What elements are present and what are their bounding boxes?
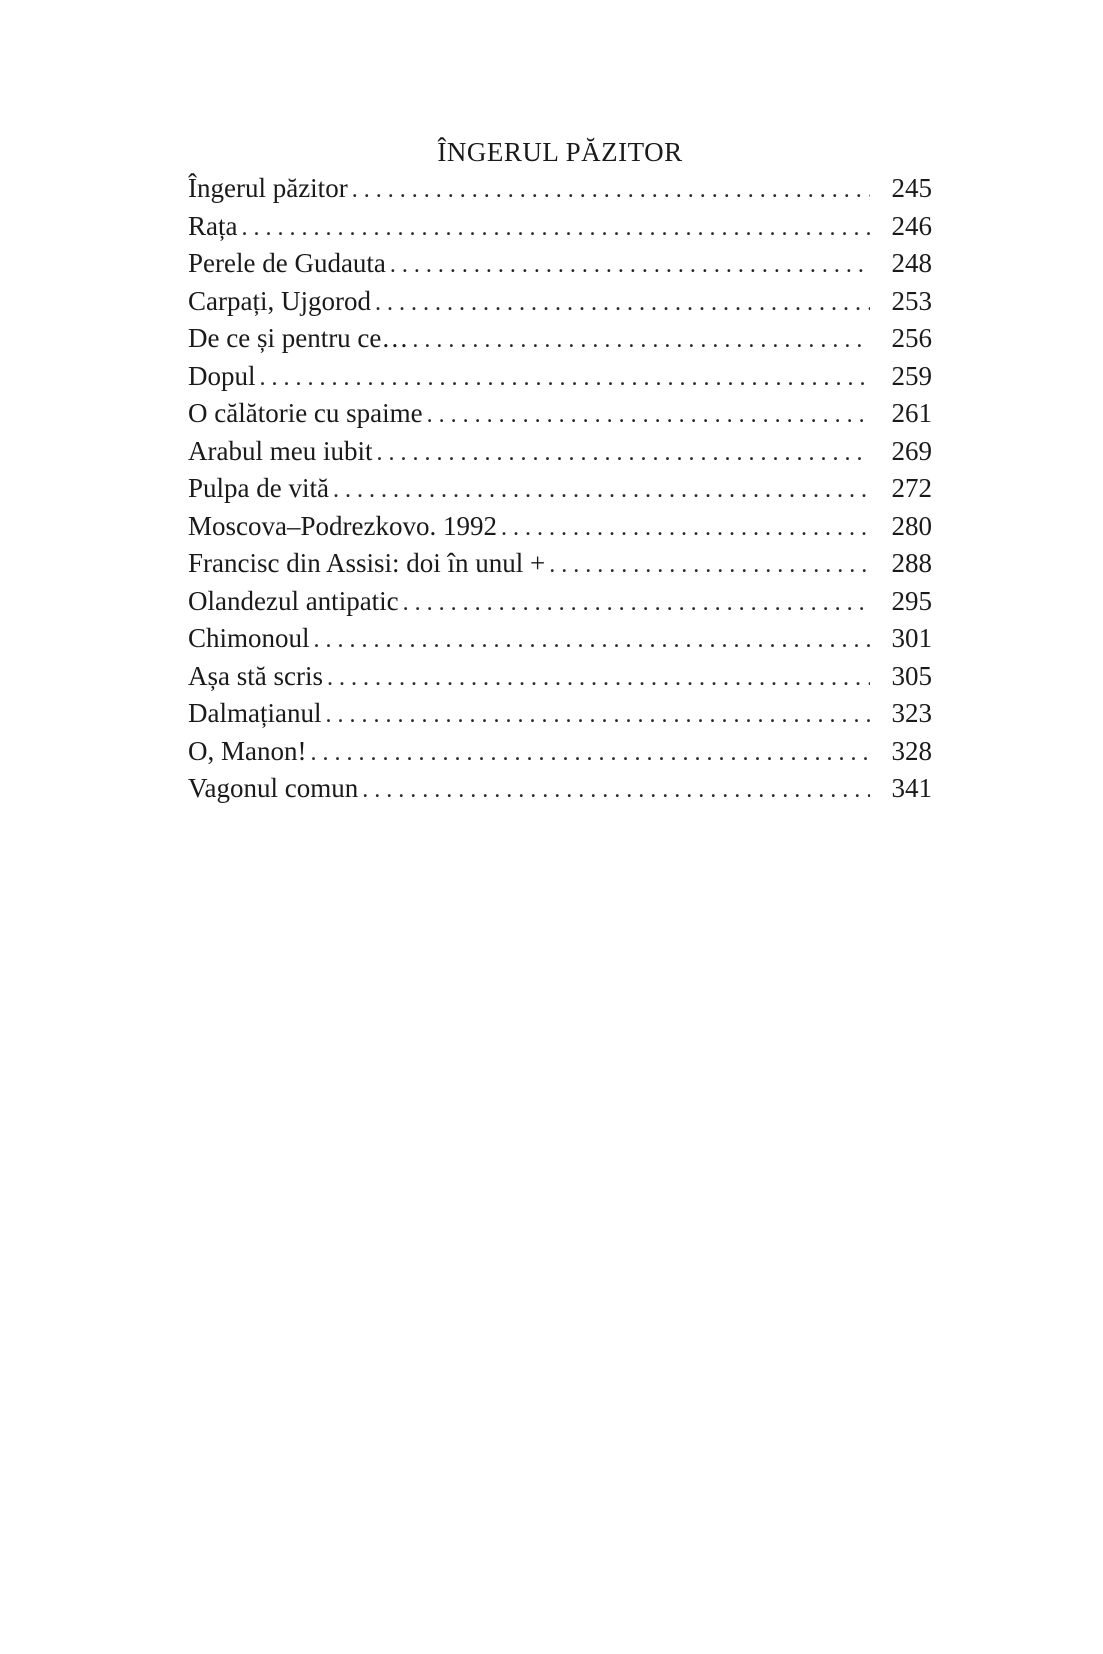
dot-leader xyxy=(333,472,870,510)
toc-entry-page: 256 xyxy=(891,323,932,353)
toc-entry xyxy=(188,658,932,696)
dot-leader xyxy=(241,210,870,248)
dot-leader xyxy=(352,172,870,210)
dot-leader xyxy=(327,660,870,698)
toc-entry xyxy=(188,545,932,583)
toc-entry-page: 288 xyxy=(891,548,932,578)
toc-entry-title: Dopul xyxy=(188,360,256,391)
toc-entry-page: 328 xyxy=(891,735,932,766)
dot-leader xyxy=(325,697,870,735)
toc-entry-title: O călătorie cu spaime xyxy=(188,398,423,428)
dot-leader xyxy=(362,772,870,810)
toc-entry-title: Așa stă scris xyxy=(188,660,323,691)
dot-leader xyxy=(376,435,870,473)
toc-list xyxy=(188,170,932,808)
toc-entry xyxy=(188,770,932,808)
dot-leader xyxy=(375,285,870,323)
dot-leader xyxy=(549,547,870,585)
section-title: ÎNGERUL PĂZITOR xyxy=(437,137,683,167)
toc-entry-page: 341 xyxy=(891,773,932,803)
dot-leader xyxy=(403,585,870,623)
toc-entry-title: Carpați, Ujgorod xyxy=(188,285,371,316)
toc-entry-page: 246 xyxy=(891,210,932,241)
toc-entry xyxy=(188,433,932,471)
dot-leader xyxy=(314,622,870,660)
toc-entry xyxy=(188,170,932,208)
toc-entry xyxy=(188,620,932,658)
toc-entry-page: 280 xyxy=(891,510,932,541)
toc-entry-title: Olandezul antipatic xyxy=(188,585,399,616)
dot-leader xyxy=(501,510,870,548)
toc-entry-title: Vagonul comun xyxy=(188,773,359,803)
toc-entry-page: 301 xyxy=(891,623,932,653)
toc-entry xyxy=(188,320,932,358)
toc-entry-page: 269 xyxy=(891,435,932,466)
toc-entry-page: 261 xyxy=(891,398,932,428)
toc-entry-page: 248 xyxy=(891,248,932,278)
toc-entry-title: Rața xyxy=(188,210,238,241)
dot-leader xyxy=(310,735,870,773)
toc-entry xyxy=(188,695,932,733)
toc-entry-title: Dalmațianul xyxy=(188,698,322,728)
toc-entry-title: Îngerul păzitor xyxy=(188,173,348,203)
toc-entry-page: 245 xyxy=(891,173,932,203)
toc-entry xyxy=(188,208,932,246)
toc-entry xyxy=(188,508,932,546)
toc-entry-page: 305 xyxy=(891,660,932,691)
toc-entry-title: Pulpa de vită xyxy=(188,473,329,503)
toc-entry-title: Francisc din Assisi: doi în unul + xyxy=(188,548,546,578)
toc-entry-page: 253 xyxy=(891,285,932,316)
dot-leader xyxy=(260,360,871,398)
toc-entry-title: Arabul meu iubit xyxy=(188,435,373,466)
toc-entry-page: 295 xyxy=(891,585,932,616)
toc-entry xyxy=(188,245,932,283)
toc-entry-title: O, Manon! xyxy=(188,735,307,766)
toc-entry-title: De ce și pentru ce… xyxy=(188,323,409,353)
toc-entry xyxy=(188,358,932,396)
toc-entry-title: Perele de Gudauta xyxy=(188,248,386,278)
toc-entry xyxy=(188,470,932,508)
toc-entry xyxy=(188,583,932,621)
toc-entry xyxy=(188,395,932,433)
toc-entry-page: 272 xyxy=(891,473,932,503)
dot-leader xyxy=(390,247,870,285)
toc-entry-page: 259 xyxy=(891,360,932,391)
dot-leader xyxy=(427,397,870,435)
toc-entry xyxy=(188,733,932,771)
dot-leader xyxy=(412,322,870,360)
toc-entry-title: Chimonoul xyxy=(188,623,310,653)
toc-entry-page: 323 xyxy=(891,698,932,728)
toc-entry-title: Moscova–Podrezkovo. 1992 xyxy=(188,510,497,541)
toc-entry xyxy=(188,283,932,321)
table-of-contents xyxy=(188,134,932,808)
